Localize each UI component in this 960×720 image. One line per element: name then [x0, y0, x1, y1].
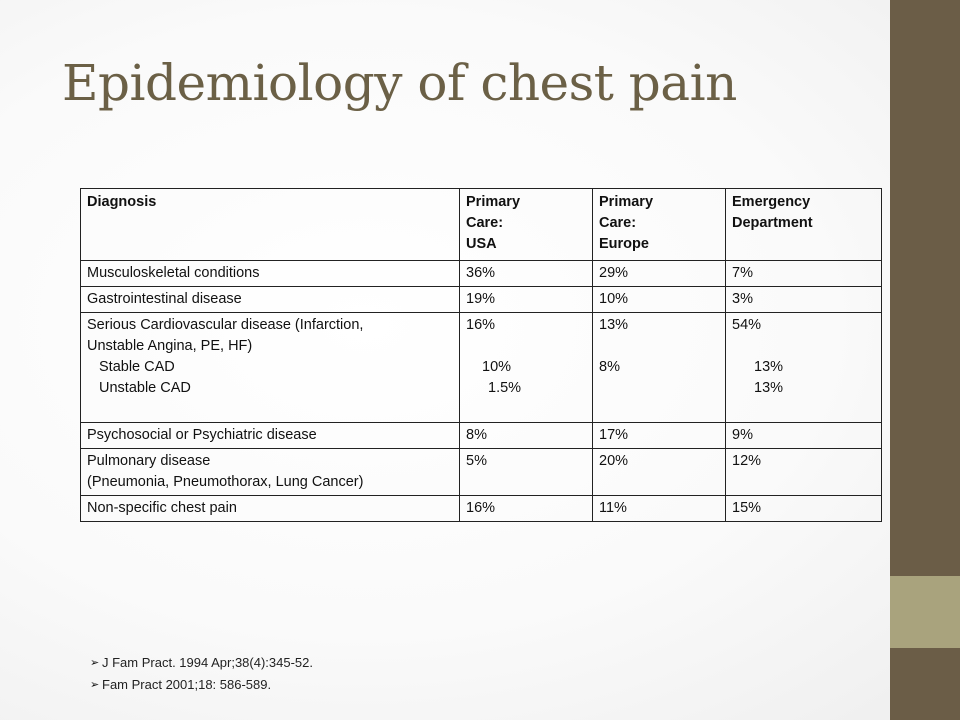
- cell-line: 8%: [599, 359, 620, 375]
- primary-care-europe-cell: [593, 313, 726, 423]
- cell-line: 1.5%: [488, 380, 522, 396]
- header-line: USA: [466, 236, 497, 252]
- cell-line: [599, 336, 719, 357]
- header-line: Primary: [466, 194, 521, 210]
- header-line: Primary: [599, 194, 654, 210]
- cell-line: Stable CAD: [99, 359, 175, 375]
- cell-line: Unstable Angina, PE, HF): [87, 338, 253, 354]
- header-line: Europe: [599, 236, 649, 252]
- cell-line: 3%: [732, 291, 753, 307]
- header-emergency-department: [726, 189, 882, 261]
- emergency-department-cell: [726, 261, 882, 287]
- diagnosis-cell: [81, 287, 460, 313]
- reference-item: [90, 674, 313, 696]
- primary-care-usa-cell: [460, 496, 593, 522]
- chest-pain-table: [80, 188, 882, 522]
- table-row: [81, 313, 882, 423]
- emergency-department-cell: [726, 313, 882, 423]
- cell-line: Musculoskeletal conditions: [87, 265, 260, 281]
- cell-line: 10%: [599, 291, 629, 307]
- table-row: [81, 287, 882, 313]
- emergency-department-cell: [726, 423, 882, 449]
- cell-line: (Pneumonia, Pneumothorax, Lung Cancer): [87, 474, 364, 490]
- header-line: Emergency: [732, 194, 811, 210]
- cell-line: [466, 336, 586, 357]
- header-primary-care-usa: [460, 189, 593, 261]
- cell-line: 8%: [466, 427, 487, 443]
- sidebar-dark-band-top: [890, 0, 960, 576]
- cell-line: Non-specific chest pain: [87, 500, 237, 516]
- primary-care-usa-cell: [460, 287, 593, 313]
- diagnosis-cell: [81, 449, 460, 496]
- primary-care-usa-cell: [460, 261, 593, 287]
- diagnosis-cell: [81, 496, 460, 522]
- cell-line: 17%: [599, 427, 629, 443]
- cell-line: 13%: [754, 380, 784, 396]
- table-row: [81, 261, 882, 287]
- table-header-row: [81, 189, 882, 261]
- primary-care-usa-cell: [460, 423, 593, 449]
- header-diagnosis: [81, 189, 460, 261]
- primary-care-europe-cell: [593, 449, 726, 496]
- sidebar-dark-band-bottom: [890, 648, 960, 720]
- arrow-bullet-icon: ➢: [90, 657, 100, 669]
- cell-line: Gastrointestinal disease: [87, 291, 242, 307]
- cell-line: 10%: [482, 359, 512, 375]
- reference-text: Fam Pract 2001;18: 586-589.: [102, 677, 272, 692]
- cell-line: 11%: [599, 500, 627, 516]
- table-row: [81, 496, 882, 522]
- cell-line: Psychosocial or Psychiatric disease: [87, 427, 317, 443]
- cell-line: [732, 399, 875, 420]
- emergency-department-cell: [726, 449, 882, 496]
- header-line: Care:: [466, 215, 504, 231]
- primary-care-europe-cell: [593, 261, 726, 287]
- cell-line: 9%: [732, 427, 753, 443]
- cell-line: 5%: [466, 453, 487, 469]
- table-row: [81, 423, 882, 449]
- diagnosis-cell: [81, 423, 460, 449]
- cell-line: [732, 336, 875, 357]
- cell-line: 12%: [732, 453, 762, 469]
- header-line: Diagnosis: [87, 194, 157, 210]
- cell-line: 36%: [466, 265, 496, 281]
- cell-line: 7%: [732, 265, 753, 281]
- cell-line: Pulmonary disease: [87, 453, 211, 469]
- sidebar-light-band: [890, 576, 960, 648]
- primary-care-europe-cell: [593, 287, 726, 313]
- cell-line: Unstable CAD: [99, 380, 191, 396]
- cell-line: Serious Cardiovascular disease (Infarction,: [87, 317, 364, 333]
- cell-line: 19%: [466, 291, 496, 307]
- references-list: [90, 652, 313, 696]
- header-primary-care-europe: [593, 189, 726, 261]
- cell-line: [466, 399, 586, 420]
- cell-line: 15%: [732, 500, 762, 516]
- cell-line: 13%: [599, 317, 629, 333]
- diagnosis-cell: [81, 313, 460, 423]
- diagnosis-cell: [81, 261, 460, 287]
- reference-text: J Fam Pract. 1994 Apr;38(4):345-52.: [102, 655, 313, 670]
- primary-care-usa-cell: [460, 313, 593, 423]
- arrow-bullet-icon: ➢: [90, 679, 100, 691]
- slide-title: Epidemiology of chest pain: [62, 54, 737, 112]
- cell-line: 54%: [732, 317, 762, 333]
- cell-line: 20%: [599, 453, 629, 469]
- primary-care-europe-cell: [593, 496, 726, 522]
- cell-line: [599, 378, 719, 399]
- cell-line: 13%: [754, 359, 784, 375]
- reference-item: [90, 652, 313, 674]
- header-line: Care:: [599, 215, 637, 231]
- cell-line: [599, 399, 719, 420]
- cell-line: 16%: [466, 500, 496, 516]
- primary-care-usa-cell: [460, 449, 593, 496]
- cell-line: [87, 399, 453, 420]
- header-line: Department: [732, 215, 813, 231]
- emergency-department-cell: [726, 496, 882, 522]
- cell-line: 29%: [599, 265, 629, 281]
- table-row: [81, 449, 882, 496]
- cell-line: 16%: [466, 317, 496, 333]
- primary-care-europe-cell: [593, 423, 726, 449]
- emergency-department-cell: [726, 287, 882, 313]
